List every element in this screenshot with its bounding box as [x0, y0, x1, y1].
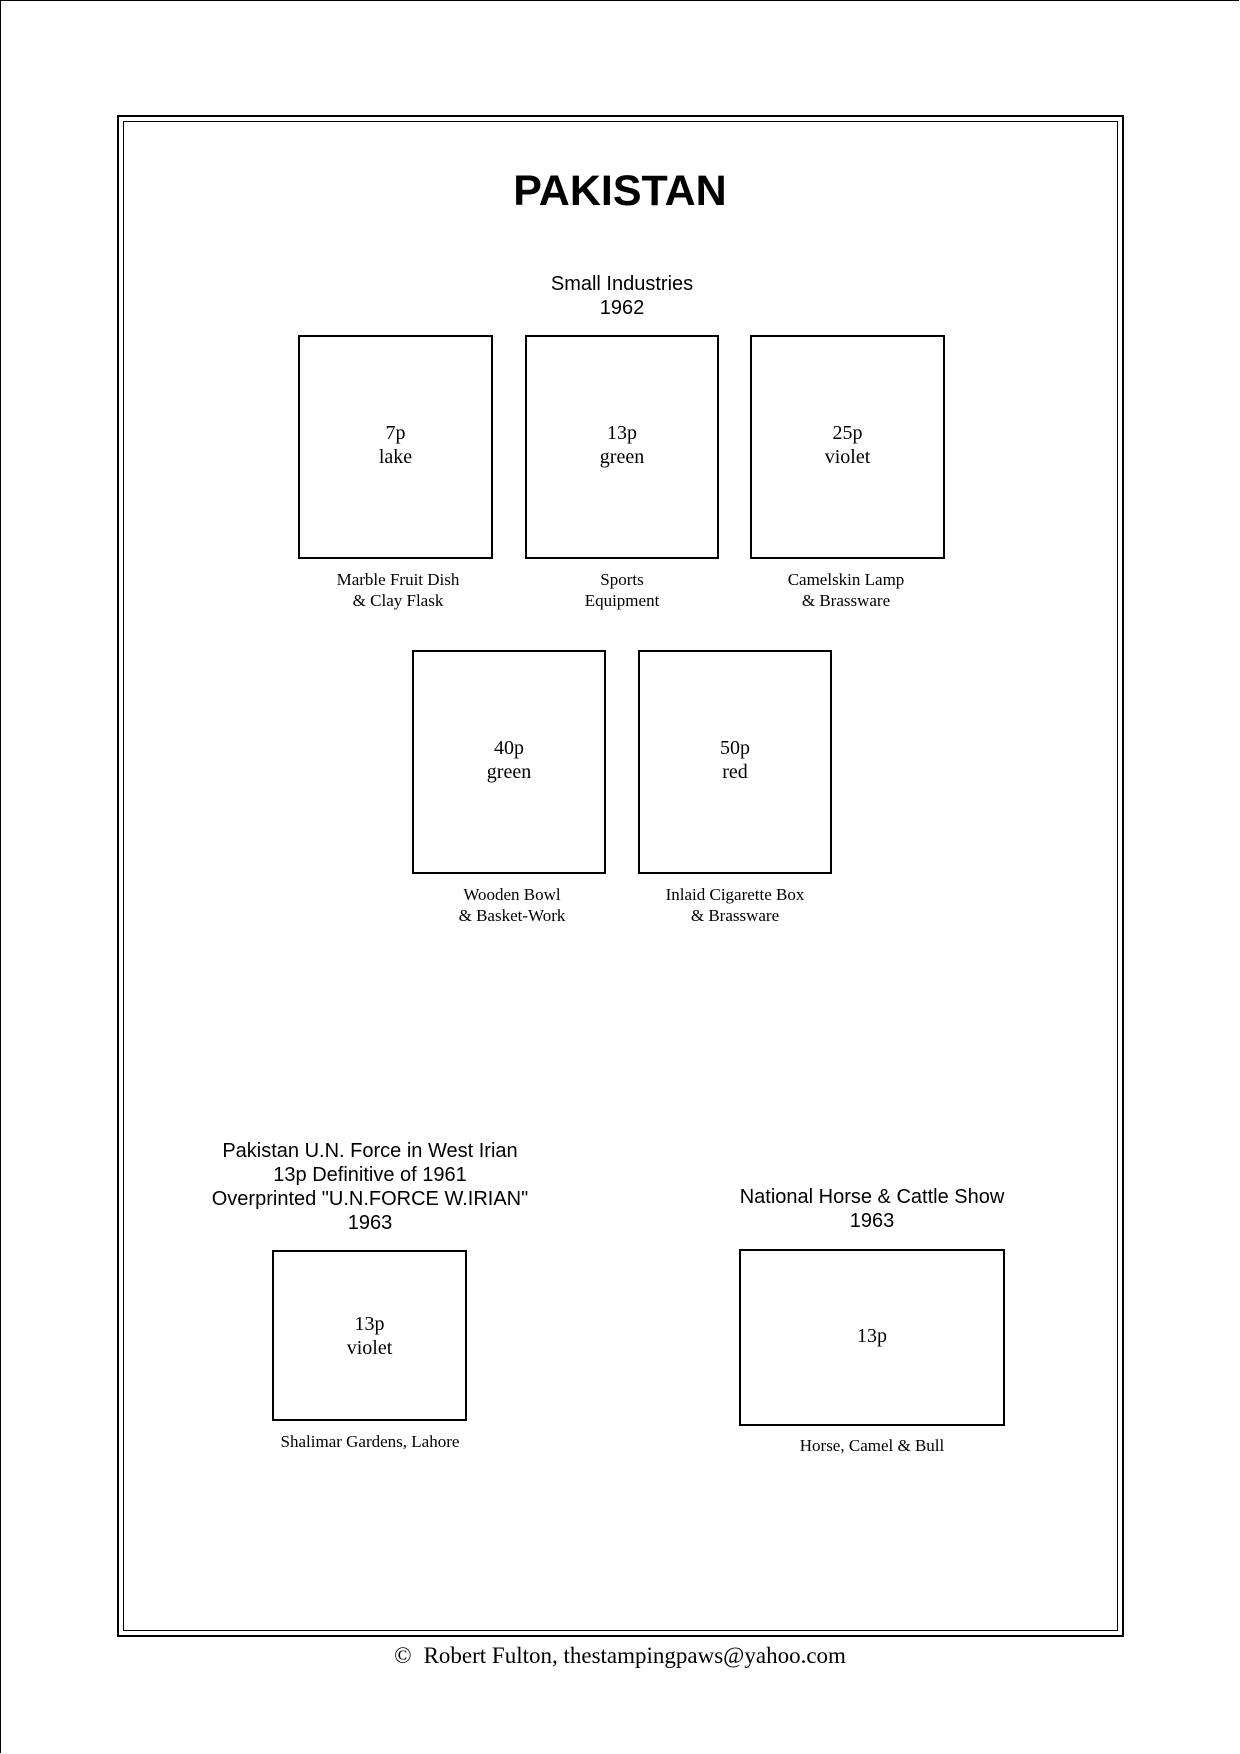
caption-line: Equipment — [584, 591, 660, 610]
caption-line: & Basket-Work — [458, 906, 566, 925]
stamp-caption-horse-13p — [722, 1435, 1022, 1456]
stamp-color: violet — [824, 446, 871, 468]
un-force-heading — [170, 1139, 570, 1235]
small-industries-heading-title: Small Industries — [550, 273, 694, 295]
stamp-caption-50p — [607, 884, 863, 926]
stamp-color: green — [599, 446, 645, 468]
stamp-denomination: 13p — [607, 422, 637, 444]
stamp-caption-un-13p — [220, 1431, 520, 1452]
stamp-box-7p — [298, 335, 493, 559]
caption-line: & Brassware — [690, 906, 780, 925]
stamp-color: lake — [378, 446, 413, 468]
page-title: PAKISTAN — [513, 167, 727, 215]
stamp-box-horse-13p — [739, 1249, 1005, 1426]
heading-line: National Horse & Cattle Show — [739, 1186, 1005, 1208]
heading-line: 13p Definitive of 1961 — [273, 1164, 467, 1186]
heading-line: 1963 — [347, 1212, 393, 1234]
stamp-denomination: 13p — [354, 1313, 385, 1335]
caption-line: Inlaid Cigarette Box — [665, 885, 805, 904]
horse-cattle-heading — [672, 1185, 1072, 1233]
copyright-text: Robert Fulton, thestampingpaws@yahoo.com — [423, 1643, 846, 1668]
stamp-caption-7p — [270, 569, 526, 611]
caption-line: Sports — [600, 570, 644, 589]
stamp-denomination: 25p — [832, 422, 863, 444]
copyright-footer — [0, 1642, 1240, 1670]
stamp-caption-25p — [718, 569, 974, 611]
stamp-denomination: 7p — [385, 422, 406, 444]
stamp-color: red — [722, 761, 748, 783]
caption-line: & Clay Flask — [352, 591, 444, 610]
stamp-box-50p — [638, 650, 832, 874]
caption-line: & Brassware — [801, 591, 891, 610]
heading-line: Pakistan U.N. Force in West Irian — [222, 1140, 518, 1162]
stamp-box-40p — [412, 650, 606, 874]
caption-line: Horse, Camel & Bull — [799, 1436, 945, 1455]
small-industries-heading — [422, 272, 822, 320]
heading-line: Overprinted "U.N.FORCE W.IRIAN" — [211, 1188, 529, 1210]
stamp-box-13p-green — [525, 335, 719, 559]
caption-line: Camelskin Lamp — [787, 570, 905, 589]
stamp-caption-13p-green — [494, 569, 750, 611]
stamp-box-25p — [750, 335, 945, 559]
stamp-caption-40p — [384, 884, 640, 926]
caption-line: Wooden Bowl — [463, 885, 561, 904]
small-industries-heading-year: 1962 — [599, 297, 645, 319]
stamp-color: green — [486, 761, 532, 783]
stamp-box-un-13p — [272, 1250, 467, 1421]
stamp-denomination: 13p — [857, 1325, 887, 1347]
stamp-denomination: 50p — [720, 737, 750, 759]
heading-line: 1963 — [849, 1210, 895, 1232]
stamp-denomination: 40p — [494, 737, 524, 759]
stamp-color: violet — [346, 1337, 393, 1359]
copyright-symbol: © — [394, 1643, 412, 1668]
caption-line: Shalimar Gardens, Lahore — [280, 1432, 460, 1451]
caption-line: Marble Fruit Dish — [336, 570, 460, 589]
